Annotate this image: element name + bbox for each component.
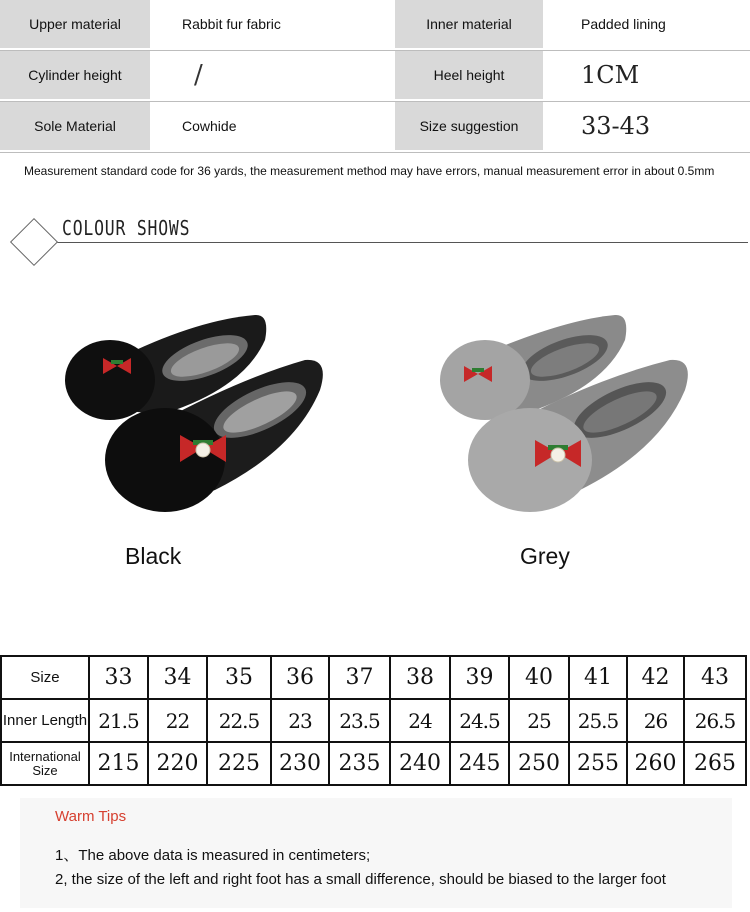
international-cell: 250 <box>509 742 569 785</box>
international-cell: 220 <box>148 742 207 785</box>
diamond-icon <box>10 218 58 266</box>
spec-label: Inner material <box>395 0 543 48</box>
size-cell: 43 <box>684 656 746 699</box>
tips-title: Warm Tips <box>55 808 127 825</box>
colour-name-black: Black <box>125 543 182 569</box>
international-cell: 260 <box>627 742 684 785</box>
size-cell: 37 <box>329 656 390 699</box>
length-cell: 24.5 <box>450 699 509 742</box>
international-cell: 265 <box>684 742 746 785</box>
spec-label: Upper material <box>0 0 150 48</box>
inner-length-row <box>1 699 746 742</box>
length-cell: 24 <box>390 699 450 742</box>
row-header: Size <box>1 656 89 699</box>
spec-label: Cylinder height <box>0 51 150 99</box>
spec-label: Heel height <box>395 51 543 99</box>
international-cell: 245 <box>450 742 509 785</box>
length-cell: 22.5 <box>207 699 271 742</box>
length-cell: 23.5 <box>329 699 390 742</box>
size-cell: 34 <box>148 656 207 699</box>
spec-label: Size suggestion <box>395 102 543 150</box>
section-title: COLOUR SHOWS <box>62 216 191 240</box>
size-cell: 40 <box>509 656 569 699</box>
spec-value: Padded lining <box>581 16 666 32</box>
spec-row <box>0 102 750 153</box>
length-cell: 26.5 <box>684 699 746 742</box>
grey-shoe-image <box>430 300 720 530</box>
international-cell: 215 <box>89 742 148 785</box>
international-cell: 225 <box>207 742 271 785</box>
spec-value: Cowhide <box>182 118 237 134</box>
international-cell: 255 <box>569 742 627 785</box>
international-cell: 230 <box>271 742 329 785</box>
size-cell: 39 <box>450 656 509 699</box>
length-cell: 21.5 <box>89 699 148 742</box>
length-cell: 25 <box>509 699 569 742</box>
spec-table <box>0 0 750 153</box>
spec-value: 1CM <box>581 61 640 89</box>
row-header: Inner Length <box>1 699 89 742</box>
size-cell: 35 <box>207 656 271 699</box>
spec-value: 33-43 <box>581 112 651 140</box>
size-cell: 38 <box>390 656 450 699</box>
section-divider <box>30 242 748 243</box>
spec-row <box>0 51 750 102</box>
tip-item: 2, the size of the left and right foot has a small difference, should be biased to the larger foot <box>55 871 666 888</box>
length-cell: 25.5 <box>569 699 627 742</box>
size-cell: 36 <box>271 656 329 699</box>
length-cell: 26 <box>627 699 684 742</box>
size-row <box>1 656 746 699</box>
measurement-note: Measurement standard code for 36 yards, the measurement method may have errors, manual measurement error in about 0.5mm <box>24 164 715 178</box>
colour-name-grey: Grey <box>520 543 570 569</box>
size-cell: 41 <box>569 656 627 699</box>
spec-value: / <box>194 60 203 90</box>
black-shoe-image <box>55 300 345 530</box>
tip-item: 1、The above data is measured in centimeters; <box>55 847 371 864</box>
spec-value: Rabbit fur fabric <box>182 16 281 32</box>
spec-label: Sole Material <box>0 102 150 150</box>
international-cell: 235 <box>329 742 390 785</box>
size-cell: 33 <box>89 656 148 699</box>
warm-tips-box <box>20 798 732 908</box>
spec-row <box>0 0 750 51</box>
size-cell: 42 <box>627 656 684 699</box>
international-cell: 240 <box>390 742 450 785</box>
size-chart <box>0 655 747 786</box>
row-header: International Size <box>1 742 89 785</box>
length-cell: 22 <box>148 699 207 742</box>
length-cell: 23 <box>271 699 329 742</box>
international-size-row <box>1 742 746 785</box>
